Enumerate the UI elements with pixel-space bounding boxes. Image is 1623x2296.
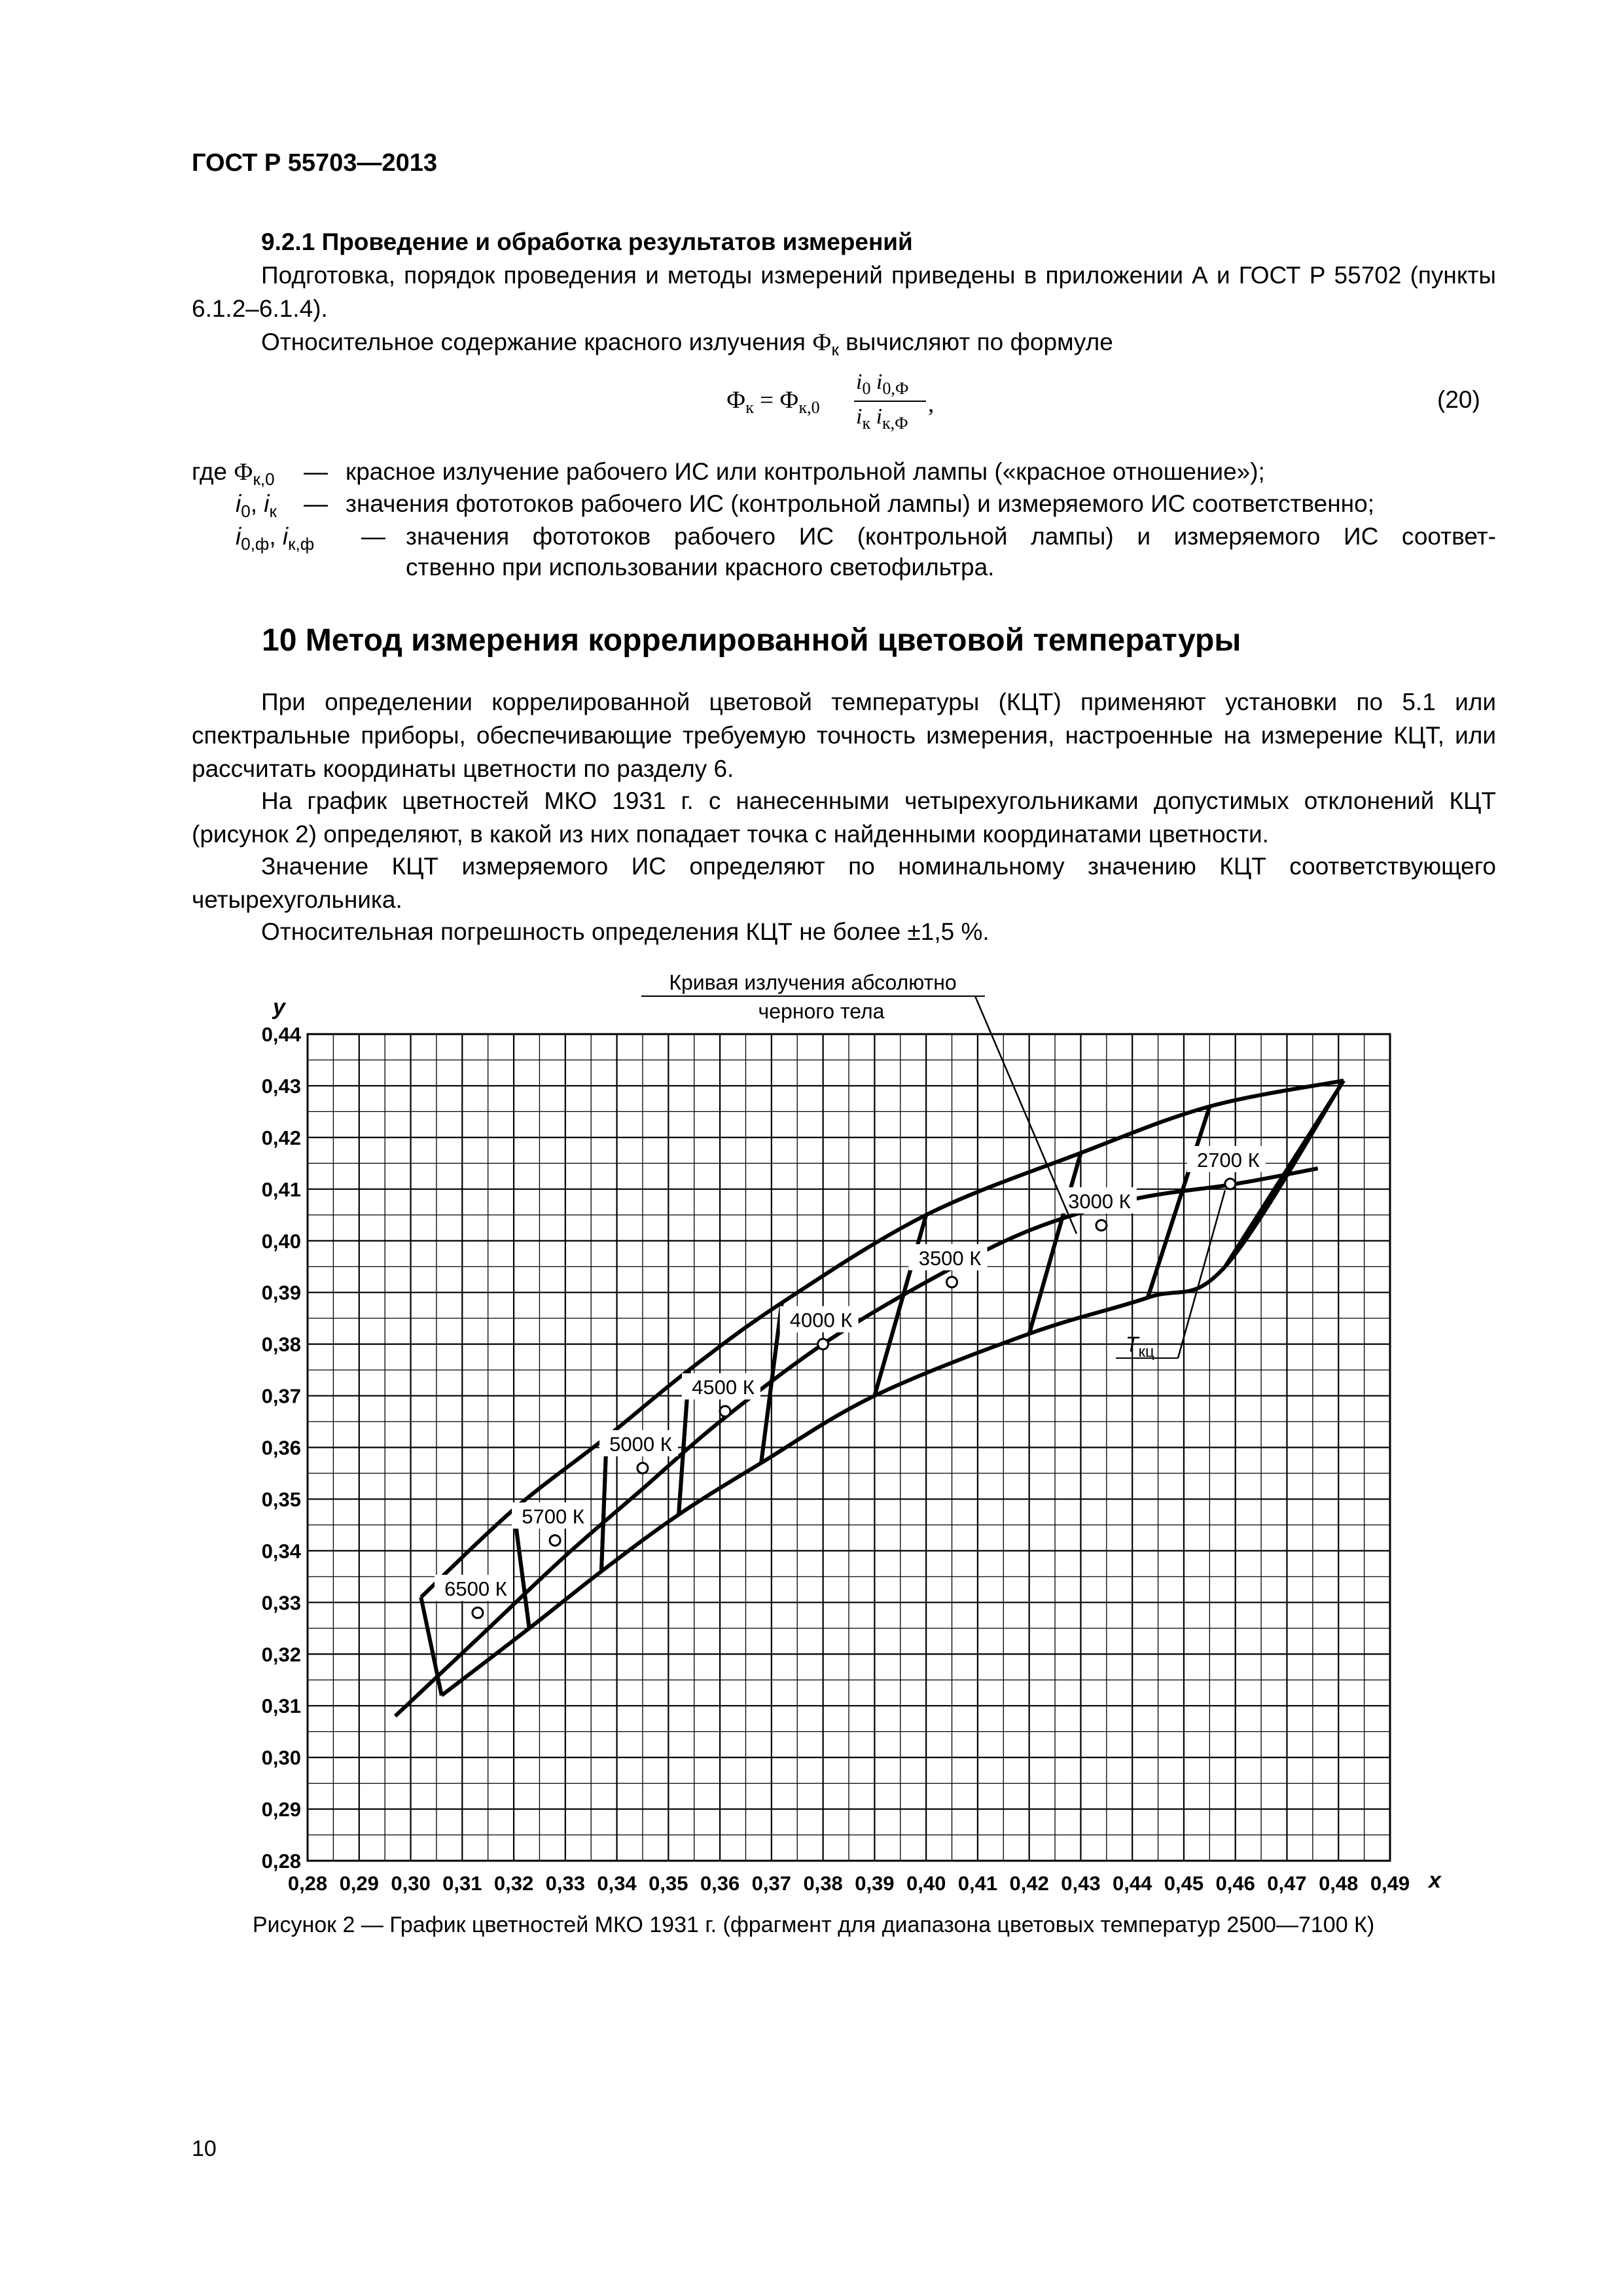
x-tick-label: 0,34 — [597, 1872, 637, 1895]
y-tick-label: 0,42 — [261, 1126, 301, 1149]
section-paragraph-1: При определении коррелированной цветовой температуры (КЦТ) применяют установки по 5.1 или спектральные приборы, обеспечивающие требуемую точность измерения, настроенные на измерение КЦТ, или рассчитать координаты цветности по разделу 6. — [192, 689, 1496, 782]
x-tick-label: 0,48 — [1319, 1872, 1359, 1895]
x-tick-label: 0,30 — [391, 1872, 431, 1895]
subsection-title: 9.2.1 Проведение и обработка результатов измерений — [261, 228, 913, 255]
page-number: 10 — [192, 2136, 217, 2161]
x-tick-label: 0,38 — [803, 1872, 843, 1895]
x-tick-label: 0,47 — [1267, 1872, 1307, 1895]
nominal-point-marker — [550, 1535, 560, 1546]
x-tick-label: 0,29 — [339, 1872, 379, 1895]
y-tick-label: 0,34 — [261, 1539, 301, 1563]
curve-label-line1: Кривая излучения абсолютно — [669, 971, 957, 994]
nominal-point-marker — [473, 1607, 483, 1618]
y-tick-label: 0,28 — [261, 1850, 301, 1873]
x-tick-label: 0,41 — [957, 1872, 998, 1895]
formula-comma: , — [928, 391, 935, 418]
where-item-1-symbol: где $Ф_{к,0}$ — [192, 458, 275, 489]
section-title: 10 Метод измерения коррелированной цветовой температуры — [262, 623, 1241, 658]
y-tick-label: 0,30 — [261, 1746, 301, 1770]
nominal-point-marker — [720, 1406, 730, 1416]
y-tick-label: 0,33 — [261, 1591, 301, 1615]
section-paragraph-3: Значение КЦТ измеряемого ИС определяют по номинальному значению КЦТ соответствующего четырехугольника. — [192, 853, 1496, 913]
blackbody-curve-line — [395, 1168, 1318, 1716]
where-item-3-text-cont: ственно при использовании красного светофильтра. — [406, 554, 995, 581]
quadrilateral-edge — [1148, 1107, 1210, 1298]
nominal-point-marker — [1096, 1220, 1107, 1230]
formula-denominator: $i_к$ $i_{к,Ф}$ — [856, 404, 908, 433]
y-tick-label: 0,35 — [261, 1488, 301, 1511]
x-tick-label: 0,35 — [649, 1872, 688, 1895]
x-tick-label: 0,45 — [1164, 1872, 1204, 1895]
formula-lhs: $Ф_к = Ф_{к,0}$ — [726, 387, 820, 417]
x-tick-label: 0,28 — [287, 1872, 328, 1895]
section-paragraph-4: Относительная погрешность определения КЦТ не более ±1,5 %. — [261, 918, 990, 945]
x-tick-label: 0,46 — [1215, 1872, 1255, 1895]
chart-curves — [395, 1081, 1344, 1716]
quadrilateral-label: 5700 К — [522, 1505, 584, 1528]
para2-text: Относительное содержание красного излучения — [261, 329, 806, 355]
y-tick-label: 0,37 — [261, 1384, 301, 1408]
phi-symbol: Ф — [812, 329, 832, 356]
quadrilateral-label: 2700 К — [1197, 1148, 1260, 1172]
x-tick-label: 0,40 — [906, 1872, 946, 1895]
section-paragraph-2: На график цветностей МКО 1931 г. с нанесенными четырехугольниками допустимых отклонений КЦТ (рисунок 2) определяют, в какой из них попадает точка с найденными координатами цветности. — [192, 787, 1496, 848]
y-tick-label: 0,31 — [261, 1695, 301, 1718]
tcc-label: $T_{кц}$ — [1126, 1333, 1154, 1361]
where-item-2-symbol: $i_0$, $i_к$ — [236, 490, 277, 521]
where-item-1-dash: — — [304, 458, 328, 485]
y-tick-label: 0,39 — [261, 1281, 301, 1304]
formula-numerator: $i_0$ $i_{0,Ф}$ — [856, 370, 909, 398]
y-tick-label: 0,43 — [261, 1074, 301, 1098]
curve-label-line2: черного тела — [758, 999, 885, 1023]
where-item-3-text: значения фототоков рабочего ИС (контрольной лампы) и измеряемого ИС соответ- — [406, 523, 1496, 550]
formula-number: (20) — [1437, 386, 1480, 413]
nominal-point-marker — [637, 1463, 648, 1473]
x-tick-label: 0,44 — [1113, 1872, 1152, 1895]
where-item-3-symbol: $i_{0,ф}$, $i_{к,ф}$ — [236, 523, 315, 554]
x-tick-label: 0,43 — [1061, 1872, 1101, 1895]
x-tick-label: 0,49 — [1370, 1872, 1410, 1895]
x-axis-label: x — [1429, 1868, 1441, 1893]
x-tick-label: 0,39 — [855, 1872, 895, 1895]
where-item-2-dash: — — [304, 490, 328, 517]
x-tick-label: 0,42 — [1009, 1872, 1049, 1895]
y-tick-label: 0,32 — [261, 1643, 301, 1666]
y-tick-label: 0,44 — [261, 1023, 301, 1046]
figure-caption: Рисунок 2 — График цветностей МКО 1931 г. (фрагмент для диапазона цветовых температур 2500—7100 К) — [252, 1912, 1375, 1937]
nominal-point-marker — [1225, 1179, 1236, 1189]
x-tick-label: 0,31 — [442, 1872, 482, 1895]
x-tick-label: 0,33 — [545, 1872, 585, 1895]
where-item-2-text: значения фототоков рабочего ИС (контрольной лампы) и измеряемого ИС соответственно; — [346, 490, 1374, 517]
y-tick-label: 0,29 — [261, 1798, 301, 1821]
nominal-point-marker — [818, 1339, 829, 1350]
where-item-1-text: красное излучение рабочего ИС или контрольной лампы («красное отношение»); — [346, 458, 1265, 485]
y-tick-label: 0,40 — [261, 1229, 301, 1253]
document-header: ГОСТ Р 55703—2013 — [192, 149, 437, 177]
quadrilateral-label: 3500 К — [918, 1246, 982, 1270]
x-tick-label: 0,36 — [700, 1872, 740, 1895]
quadrilateral-label: 6500 К — [444, 1577, 507, 1601]
y-axis-label: y — [273, 995, 285, 1020]
phi-subscript: к — [831, 340, 839, 359]
x-tick-label: 0,32 — [493, 1872, 534, 1895]
y-tick-label: 0,36 — [261, 1436, 301, 1460]
curve-label-leader — [975, 996, 1077, 1234]
quadrilateral-label: 5000 К — [609, 1433, 672, 1456]
lower-boundary-line — [442, 1081, 1344, 1695]
y-tick-label: 0,38 — [261, 1333, 301, 1356]
para2-tail: вычисляют по формуле — [846, 329, 1113, 355]
x-tick-label: 0,37 — [751, 1872, 792, 1895]
where-item-3-dash: — — [361, 523, 385, 550]
quadrilateral-label: 4000 К — [789, 1308, 853, 1332]
quadrilateral-label: 3000 К — [1068, 1190, 1131, 1213]
quadrilateral-edge — [1225, 1081, 1344, 1266]
quadrilateral-label: 4500 К — [692, 1376, 755, 1399]
subsection-paragraph-1: Подготовка, порядок проведения и методы измерений приведены в приложении А и ГОСТ Р 55702 (пункты 6.1.2–6.1.4). — [192, 262, 1496, 322]
y-tick-label: 0,41 — [261, 1177, 301, 1201]
nominal-point-marker — [947, 1277, 957, 1287]
